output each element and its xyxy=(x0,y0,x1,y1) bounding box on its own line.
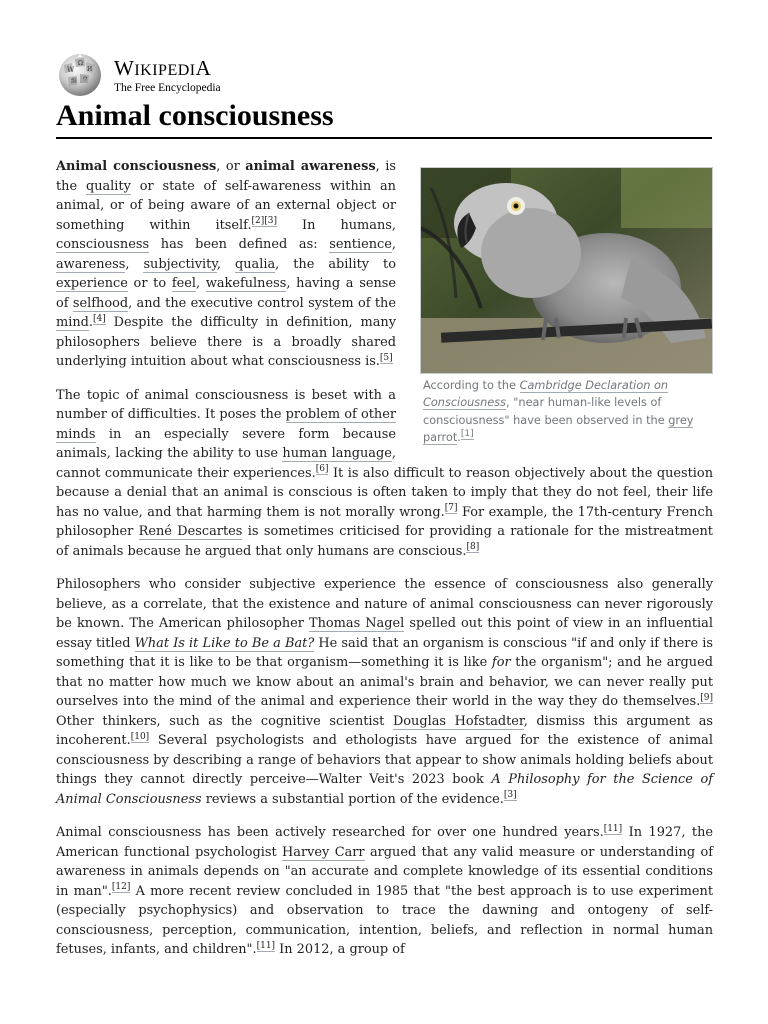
wikipedia-globe-logo-icon[interactable] xyxy=(56,53,104,97)
link-what-is-it-like-to-be-a-bat[interactable]: What Is it Like to Be a Bat? xyxy=(134,635,315,651)
reference-4[interactable]: [4] xyxy=(93,313,106,324)
svg-text:ウ: ウ xyxy=(82,76,89,83)
paragraph-2: The topic of animal consciousness is beset with a number of difficulties. It poses the problem of other minds in an especially severe form because animals, lacking the ability to use human language, cannot communicate their experiences.[6] It is also difficult to reason objectively about the question because a denial that an animal is conscious is often taken to imply that they do not feel, their life has no value, and that harming them is not morally wrong.[7] For example, the 17th-century French philosopher René Descartes is sometimes criticised for providing a rationale for the mistreatment of animals because he argued that only humans are conscious.[8] xyxy=(56,387,714,559)
figure-caption: According to the Cambridge Declaration on Consciousness, "near human-like levels of consciousness" have been observed in the grey parrot.[1] xyxy=(423,379,694,444)
wordmark-tagline: The Free Encyclopedia xyxy=(114,82,221,94)
svg-text:Ω: Ω xyxy=(78,60,83,67)
link-rene-descartes[interactable]: René Descartes xyxy=(138,524,243,539)
paragraph-3: Philosophers who consider subjective experience the essence of consciousness also generally believe, as a correlate, that the existence and nature of animal consciousness can never rigorously be known. The American philosopher Thomas Nagel spelled out this point of view in an influential essay titled What Is it Like to Be a Bat? He said that an organism is conscious "if and only if there is something that it is like to be that organism—something it is like for the organism"; and he argued that no matter how much we know about an animal's brain and behavior, we can never really put ourselves into the mind of the animal and experience their world in the way they do themselves.[9] Other thinkers, such as the cognitive scientist Douglas Hofstadter, dismiss this argument as incoherent.[10] Several psychologists and ethologists have argued for the existence of animal consciousness by describing a range of behaviors that appear to show animals holding beliefs about things they cannot directly perceive—Walter Veit's 2023 book A Philosophy for the Science of Animal Consciousness reviews a substantial portion of the evidence.[3] xyxy=(56,577,714,807)
reference-5[interactable]: [5] xyxy=(379,352,393,363)
svg-text:И: И xyxy=(87,66,93,73)
link-thomas-nagel[interactable]: Thomas Nagel xyxy=(309,616,405,631)
link-harvey-carr[interactable]: Harvey Carr xyxy=(282,844,365,860)
link-feel[interactable]: feel xyxy=(171,276,196,291)
link-qualia[interactable]: qualia xyxy=(235,256,276,272)
wordmark-title: WIKIPEDIA xyxy=(114,56,212,80)
link-human-language[interactable]: human language xyxy=(282,446,392,461)
reference-8[interactable]: [8] xyxy=(466,542,480,553)
reference-6[interactable]: [6] xyxy=(315,464,329,475)
link-selfhood[interactable]: selfhood xyxy=(72,295,129,311)
reference-2[interactable]: [2] xyxy=(251,216,265,227)
reference-9[interactable]: [9] xyxy=(700,692,713,703)
link-grey-parrot[interactable]: grey parrot xyxy=(423,413,694,444)
reference-10[interactable]: [10] xyxy=(130,731,150,742)
wikipedia-wordmark[interactable] xyxy=(114,57,221,95)
reference-3b[interactable]: [3] xyxy=(503,790,517,801)
link-consciousness[interactable]: consciousness xyxy=(56,237,150,252)
link-awareness[interactable]: awareness xyxy=(56,256,126,272)
page-title: Animal consciousness xyxy=(56,97,712,139)
caption-reference[interactable]: [1] xyxy=(460,429,474,440)
link-subjectivity[interactable]: subjectivity xyxy=(143,256,217,272)
svg-text:W: W xyxy=(67,66,75,74)
reference-7[interactable]: [7] xyxy=(444,503,458,514)
reference-12[interactable]: [12] xyxy=(111,882,131,893)
paragraph-4: Animal consciousness has been actively researched for over one hundred years.[11] In 1927, the American functional psychologist Harvey Carr argued that any valid measure or understanding of awareness in animals depends on "an accurate and complete knowledge of its essential conditions in man".[12] A more recent review concluded in 1985 that "the best approach is to use experiment (especially psychophysics) and observation to trace the dawning and ontogeny of self-consciousness, perception, communication, intention, beliefs, and reflection in normal human fetuses, infants, and children".[11] In 2012, a group of xyxy=(56,823,713,957)
link-mind[interactable]: mind xyxy=(56,315,89,330)
svg-text:維: 維 xyxy=(71,78,78,85)
paragraph-1: Animal consciousness, or animal awareness, is the quality or state of self-awareness within an animal, or of being aware of an external object or something within itself.[2][3] In humans, consciousness has been defined as: sentience, awareness, subjectivity, qualia, the ability to experience or to feel, wakefulness, having a sense of selfhood, and the executive control system of the mind.[4] Despite the difficulty in definition, many philosophers believe there is a broadly shared underlying intuition about what consciousness is.[5] xyxy=(56,159,396,369)
reference-3[interactable]: [3] xyxy=(264,216,278,227)
infobox-figure xyxy=(420,167,713,446)
link-wakefulness[interactable]: wakefulness xyxy=(205,276,287,291)
article-body xyxy=(56,157,713,974)
reference-11[interactable]: [11] xyxy=(603,823,623,834)
link-quality[interactable]: quality xyxy=(85,178,131,194)
link-experience[interactable]: experience xyxy=(56,276,128,291)
link-cambridge-declaration[interactable]: Cambridge Declaration on Consciousness xyxy=(423,379,669,410)
link-problem-of-other-minds[interactable]: problem of other minds xyxy=(56,407,396,442)
link-douglas-hofstadter[interactable]: Douglas Hofstadter xyxy=(392,713,524,729)
link-sentience[interactable]: sentience xyxy=(329,237,392,252)
reference-11b[interactable]: [11] xyxy=(256,940,276,951)
site-header xyxy=(56,53,716,97)
grey-parrot-image[interactable] xyxy=(420,167,713,374)
